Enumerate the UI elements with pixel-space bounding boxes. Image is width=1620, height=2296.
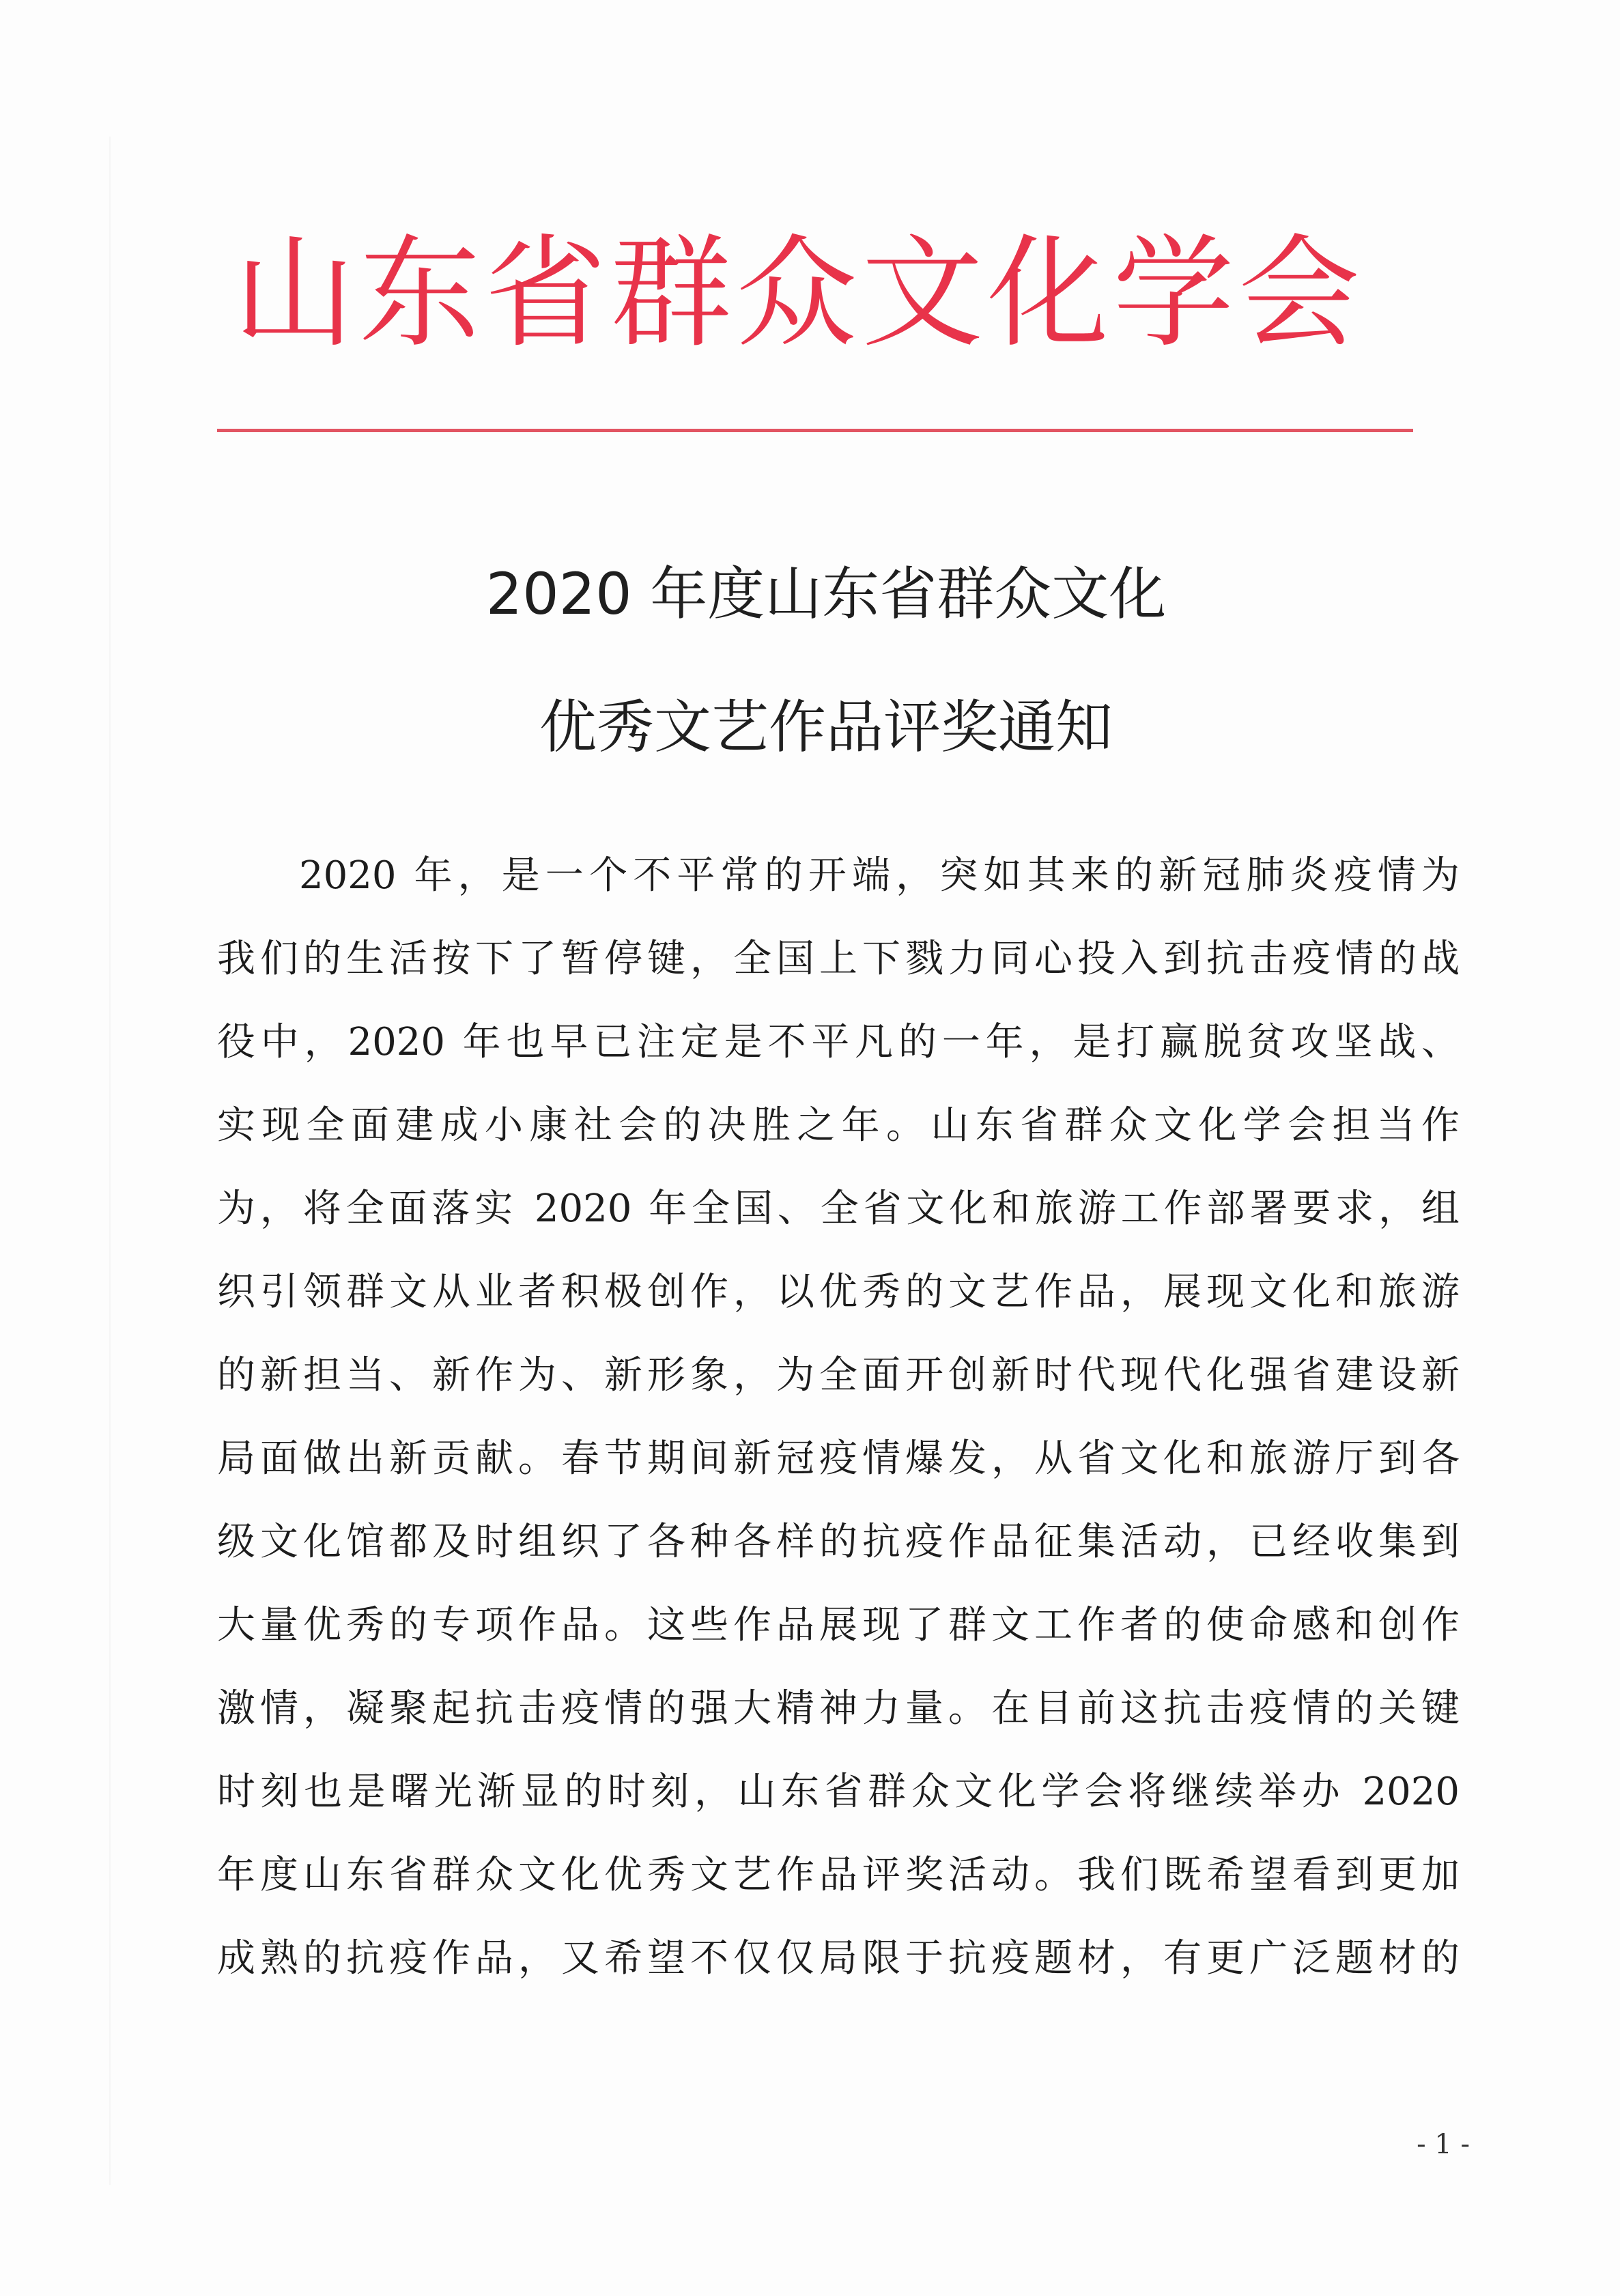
document-title-line-2: 优秀文艺作品评奖通知 bbox=[539, 694, 1113, 761]
body-line: 时刻也是曙光渐显的时刻，山东省群众文化学会将继续举办 2020 bbox=[217, 1770, 1460, 1814]
scan-edge-shadow bbox=[109, 137, 111, 2185]
body-line: 我们的生活按下了暂停键，全国上下戮力同心投入到抗击疫情的战 bbox=[217, 937, 1460, 981]
body-line: 大量优秀的专项作品。这些作品展现了群文工作者的使命感和创作 bbox=[217, 1603, 1460, 1647]
body-line: 实现全面建成小康社会的决胜之年。山东省群众文化学会担当作 bbox=[217, 1103, 1460, 1148]
body-line: 的新担当、新作为、新形象，为全面开创新时代现代化强省建设新 bbox=[217, 1353, 1460, 1398]
body-line: 役中，2020 年也早已注定是不平凡的一年，是打赢脱贫攻坚战、 bbox=[217, 1020, 1460, 1064]
body-line: 激情，凝聚起抗击疫情的强大精神力量。在目前这抗击疫情的关键 bbox=[217, 1686, 1460, 1731]
body-line: 级文化馆都及时组织了各种各样的抗疫作品征集活动，已经收集到 bbox=[217, 1520, 1460, 1564]
document-title-line-1: 2020 年度山东省群众文化 bbox=[485, 561, 1167, 627]
body-line: 为，将全面落实 2020 年全国、全省文化和旅游工作部署要求，组 bbox=[217, 1187, 1460, 1231]
page-number: - 1 - bbox=[1417, 2129, 1470, 2160]
letterhead-red-rule bbox=[217, 429, 1413, 432]
body-line: 织引领群文从业者积极创作，以优秀的文艺作品，展现文化和旅游 bbox=[217, 1270, 1460, 1314]
letterhead-organization-name: 山东省群众文化学会 bbox=[233, 223, 1364, 364]
body-line: 2020 年，是一个不平常的开端，突如其来的新冠肺炎疫情为 bbox=[299, 853, 1460, 898]
body-paragraph bbox=[217, 834, 1460, 2000]
body-line: 成熟的抗疫作品，又希望不仅仅局限于抗疫题材，有更广泛题材的 bbox=[217, 1936, 1460, 1981]
body-line: 局面做出新贡献。春节期间新冠疫情爆发，从省文化和旅游厅到各 bbox=[217, 1436, 1460, 1481]
body-line: 年度山东省群众文化优秀文艺作品评奖活动。我们既希望看到更加 bbox=[217, 1853, 1460, 1897]
